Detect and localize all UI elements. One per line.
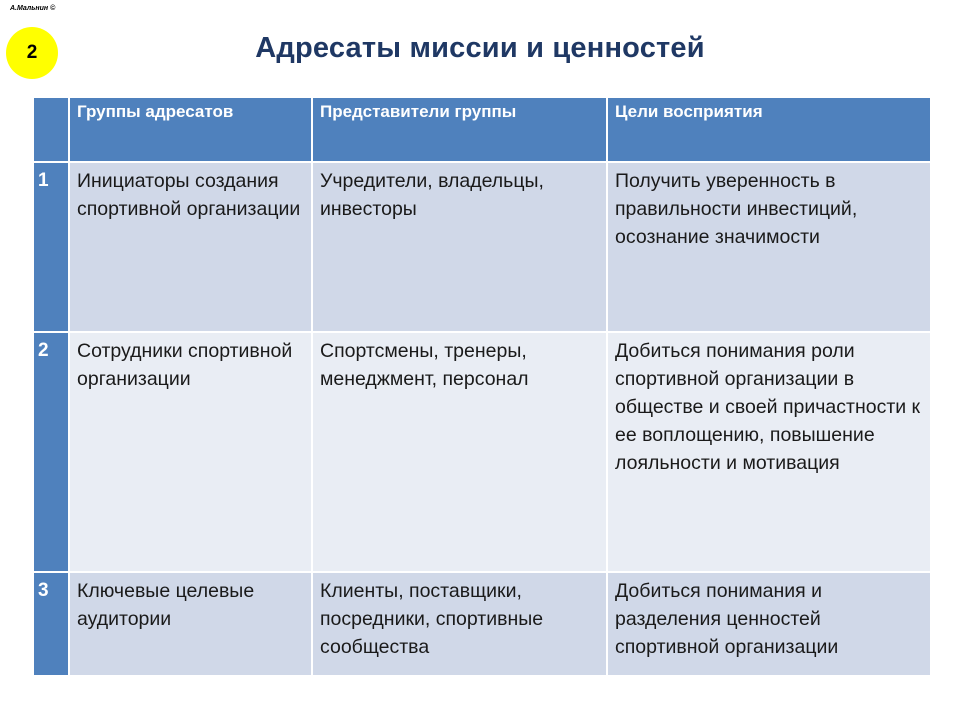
goals-cell: Получить уверенность в правильности инвестиций, осознание значимости [607,162,931,332]
table-header-row [33,97,931,162]
row-number: 3 [33,572,69,676]
group-cell: Инициаторы создания спортивной организации [69,162,312,332]
author-credit: А.Мальнин © [10,5,56,12]
header-cell-groups: Группы адресатов [69,97,312,162]
slide-title: Адресаты миссии и ценностей [255,32,705,64]
members-cell: Спортсмены, тренеры, менеджмент, персонал [312,332,607,572]
slide-number-badge: 2 [6,27,58,79]
row-number: 2 [33,332,69,572]
header-cell-members: Представители группы [312,97,607,162]
members-cell: Клиенты, поставщики, посредники, спортивные сообщества [312,572,607,676]
table-row [33,162,931,332]
group-cell: Сотрудники спортивной организации [69,332,312,572]
row-number: 1 [33,162,69,332]
group-cell: Ключевые целевые аудитории [69,572,312,676]
header-cell-number [33,97,69,162]
goals-cell: Добиться понимания и разделения ценностей спортивной организации [607,572,931,676]
header-cell-goals: Цели восприятия [607,97,931,162]
goals-cell: Добиться понимания роли спортивной организации в обществе и своей причастности к ее воплощению, повышение лояльности и мотивация [607,332,931,572]
addressees-table [32,96,932,677]
table-row [33,572,931,676]
members-cell: Учредители, владельцы, инвесторы [312,162,607,332]
table-row [33,332,931,572]
